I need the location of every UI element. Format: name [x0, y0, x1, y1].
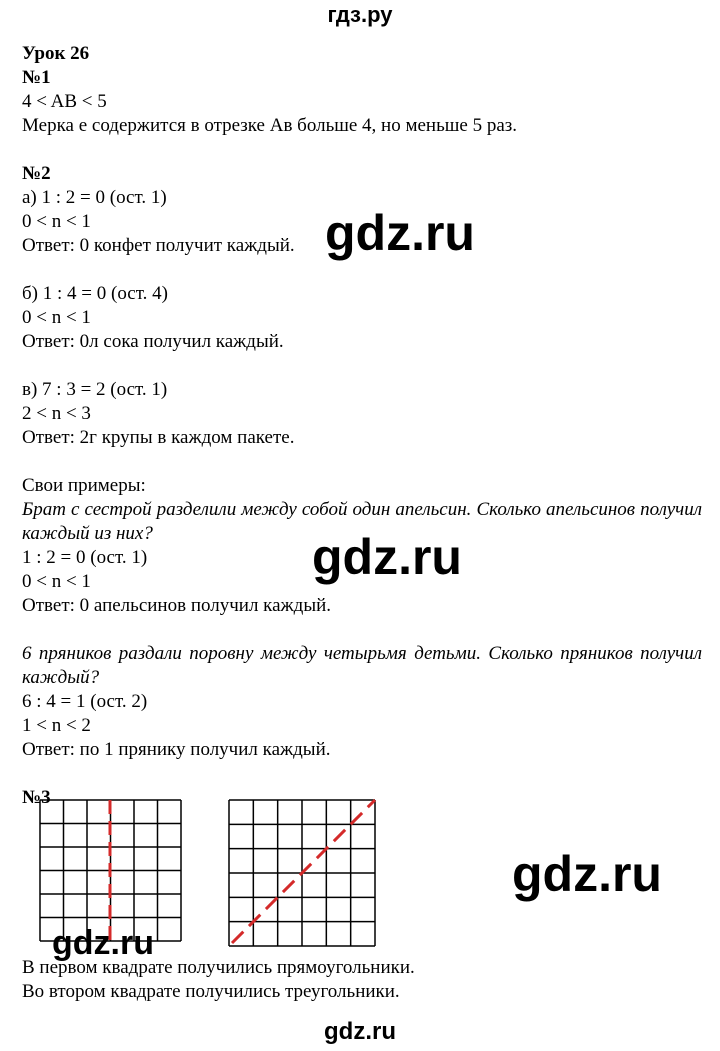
example2-answer: Ответ: по 1 прянику получил каждый.: [22, 739, 331, 760]
task3-number: №3: [22, 787, 51, 808]
watermark: gdz.ru: [325, 205, 475, 261]
example1-problem: Брат с сестрой разделили между собой один апельсин. Сколько апельсинов получил каждый из них?: [22, 499, 702, 544]
task2c-line: в) 7 : 3 = 2 (ост. 1): [22, 379, 168, 400]
task1-number: №1: [22, 67, 51, 88]
task3-line: В первом квадрате получились прямоугольники.: [22, 957, 415, 978]
task2a-answer: Ответ: 0 конфет получит каждый.: [22, 235, 295, 256]
example2-line: 6 : 4 = 1 (ост. 2): [22, 691, 148, 712]
task2a-line: а) 1 : 2 = 0 (ост. 1): [22, 187, 167, 208]
site-header: гдз.ру: [327, 2, 393, 27]
task1-line: Мерка е содержится в отрезке Ав больше 4, но меньше 5 раз.: [22, 115, 518, 136]
task2-number: №2: [22, 163, 51, 184]
task1-line: 4 < AB < 5: [22, 91, 107, 112]
task2b-line: б) 1 : 4 = 0 (ост. 4): [22, 283, 168, 304]
task2b-answer: Ответ: 0л сока получил каждый.: [22, 331, 284, 352]
task2c-line: 2 < n < 3: [22, 403, 91, 424]
watermark: gdz.ru: [52, 924, 154, 962]
example1-line: 1 : 2 = 0 (ост. 1): [22, 547, 148, 568]
lesson-title: Урок 26: [22, 43, 90, 64]
site-footer: gdz.ru: [324, 1018, 396, 1045]
own-examples-label: Свои примеры:: [22, 475, 146, 496]
watermark: gdz.ru: [512, 846, 662, 902]
task2a-line: 0 < n < 1: [22, 211, 91, 232]
example2-line: 1 < n < 2: [22, 715, 91, 736]
task2c-answer: Ответ: 2г крупы в каждом пакете.: [22, 427, 295, 448]
watermark: gdz.ru: [312, 529, 462, 585]
task3-conclusion: [22, 956, 415, 1004]
example1-line: 0 < n < 1: [22, 571, 91, 592]
task3-line: Во втором квадрате получились треугольники.: [22, 981, 400, 1002]
example1-answer: Ответ: 0 апельсинов получил каждый.: [22, 595, 332, 616]
task2b-line: 0 < n < 1: [22, 307, 91, 328]
example2-problem: 6 пряников раздали поровну между четырьмя детьми. Сколько пряников получил каждый?: [22, 643, 702, 688]
